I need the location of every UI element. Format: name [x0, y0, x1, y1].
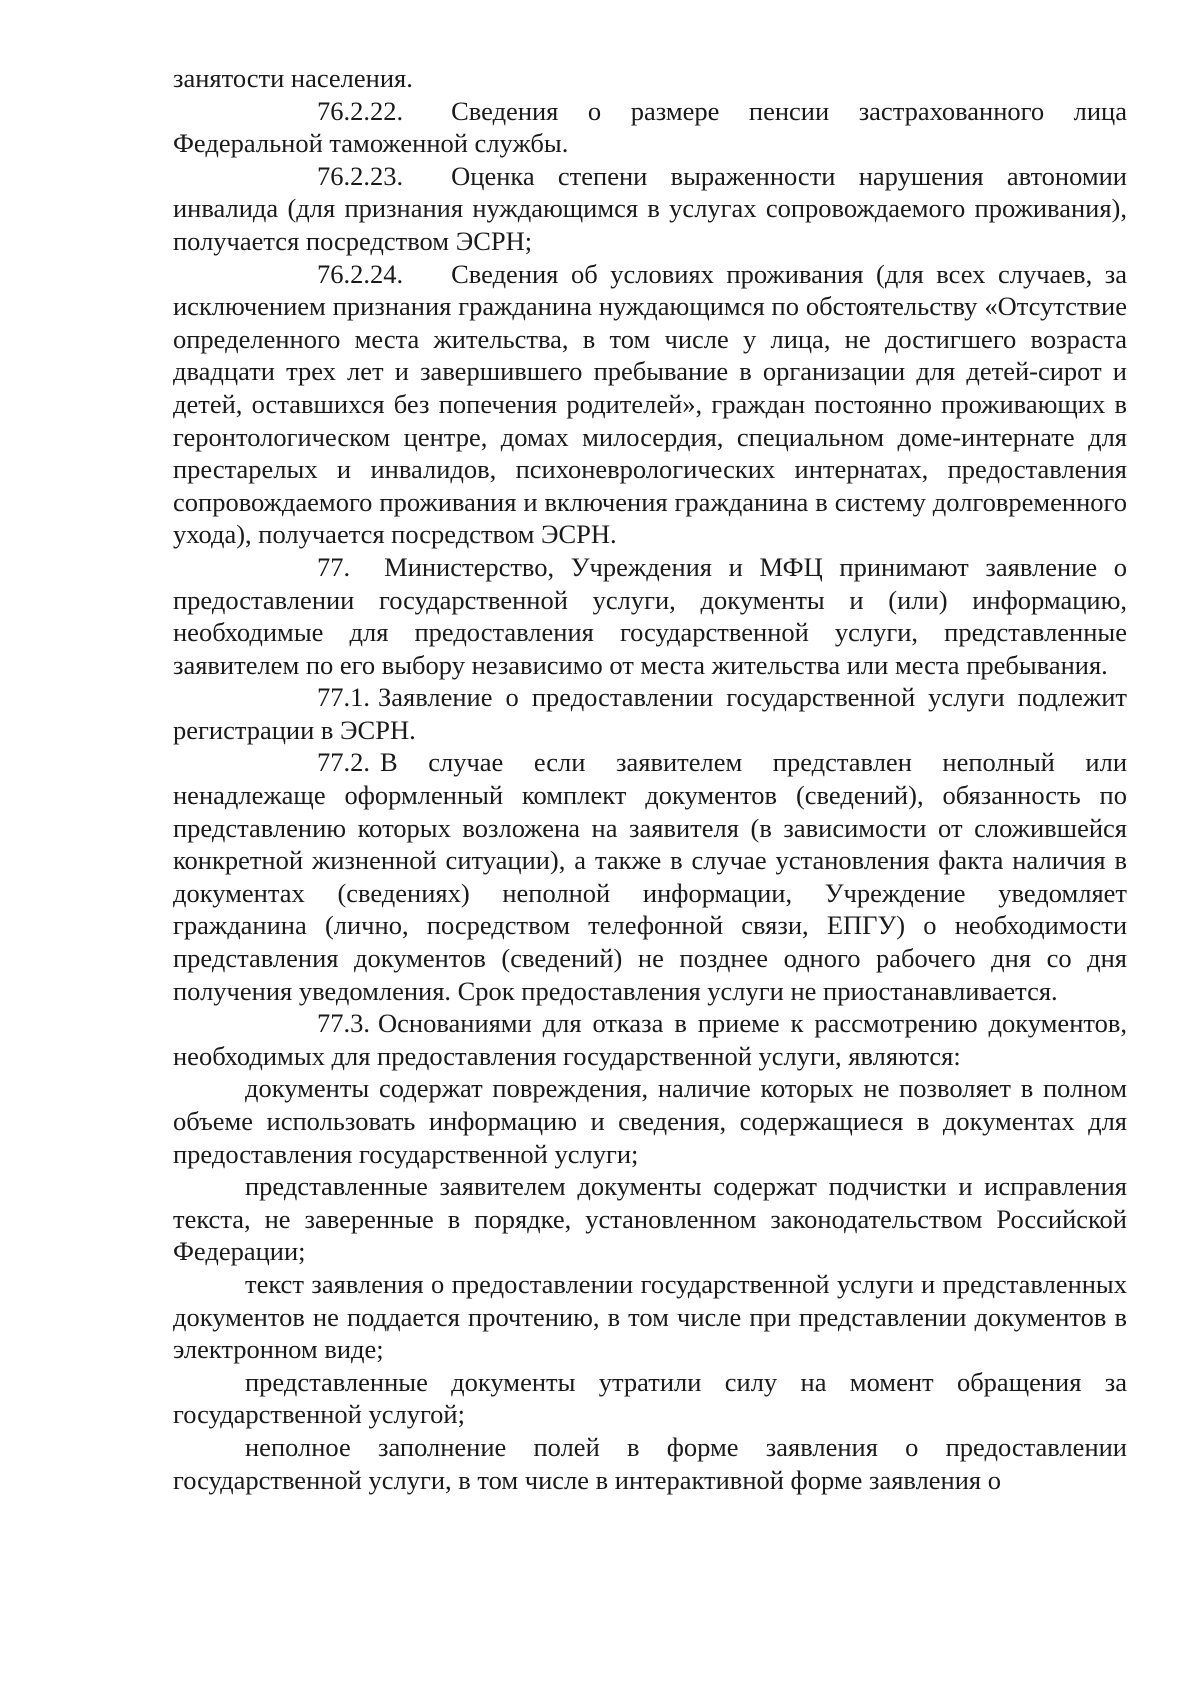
- paragraph-number: 77.2.: [317, 747, 370, 778]
- paragraph-number: 76.2.23.: [317, 160, 404, 191]
- paragraph-76-2-22: [173, 95, 1127, 160]
- paragraph-76-2-23: [173, 160, 1127, 258]
- paragraph-text: занятости населения.: [173, 63, 413, 93]
- paragraph-text: Оценка степени выраженности нарушения автономии инвалида (для признания нуждающимся в услугах сопровождаемого проживания), получается посредством ЭСРН;: [173, 160, 1127, 256]
- list-item-unreadable: [173, 1268, 1127, 1366]
- paragraph-text: текст заявления о предоставлении государственной услуги и представленных документов не поддается прочтению, в том числе при представлении документов в электронном виде;: [173, 1268, 1127, 1365]
- paragraph-number: 76.2.22.: [317, 95, 404, 126]
- paragraph-text: Сведения об условиях проживания (для всех случаев, за исключением признания гражданина нуждающимся по обстоятельству «Отсутствие определенного места жительства, в том числе у лица, не достигшего возраста двадцати трех лет и завершившего пребывание в организации для детей-сирот и детей, оставшихся без попечения родителей», граждан постоянно проживающих в геронтологическом центре, домах милосердия, специальном доме-интернате для престарелых и инвалидов, психоневрологических интернатах, предоставления сопровождаемого проживания и включения гражданина в систему долговременного ухода), получается посредством ЭСРН.: [173, 258, 1127, 550]
- paragraph-continuation: [173, 62, 1127, 95]
- paragraph-text: Сведения о размере пенсии застрахованного лица Федеральной таможенной службы.: [173, 95, 1127, 159]
- paragraph-text: В случае если заявителем представлен неполный или ненадлежаще оформленный комплект документов (сведений), обязанность по представлению которых возложена на заявителя (в зависимости от сложившейся конкретной жизненной ситуации), а также в случае установления факта наличия в документах (сведениях) неполной информации, Учреждение уведомляет гражданина (лично, посредством телефонной связи, ЕПГУ) о необходимости представления документов (сведений) не позднее одного рабочего дня со дня получения уведомления. Срок предоставления услуги не приостанавливается.: [173, 747, 1127, 1006]
- paragraph-text: представленные заявителем документы содержат подчистки и исправления текста, не заверенные в порядке, установленном законодательством Российской Федерации;: [173, 1171, 1127, 1267]
- paragraph-number: 77.: [317, 551, 351, 582]
- paragraph-number: 76.2.24.: [317, 258, 404, 289]
- paragraph-77-1: [173, 681, 1127, 746]
- list-item-damage: [173, 1072, 1127, 1170]
- list-item-expired: [173, 1366, 1127, 1431]
- paragraph-text: Заявление о предоставлении государственной услуги подлежит регистрации в ЭСРН.: [173, 682, 1127, 745]
- paragraph-77: [173, 551, 1127, 681]
- list-item-incomplete-form: [173, 1431, 1127, 1496]
- paragraph-77-3: [173, 1007, 1127, 1072]
- document-body: [173, 62, 1127, 1496]
- paragraph-text: представленные документы утратили силу на момент обращения за государственной услугой;: [173, 1366, 1127, 1430]
- paragraph-text: Министерство, Учреждения и МФЦ принимают заявление о предоставлении государственной услуги, документы и (или) информацию, необходимые для предоставления государственной услуги, представленные заявителем по его выбору независимо от места жительства или места пребывания.: [173, 551, 1127, 680]
- paragraph-number: 77.1.: [317, 682, 370, 713]
- paragraph-76-2-24: [173, 258, 1127, 551]
- list-item-corrections: [173, 1170, 1127, 1268]
- paragraph-number: 77.3.: [317, 1008, 370, 1039]
- paragraph-text: неполное заполнение полей в форме заявления о предоставлении государственной услуги, в том числе в интерактивной форме заявления о: [173, 1431, 1127, 1495]
- paragraph-text: Основаниями для отказа в приеме к рассмотрению документов, необходимых для предоставления государственной услуги, являются:: [173, 1008, 1127, 1071]
- paragraph-77-2: [173, 746, 1127, 1007]
- paragraph-text: документы содержат повреждения, наличие которых не позволяет в полном объеме использовать информацию и сведения, содержащиеся в документах для предоставления государственной услуги;: [173, 1073, 1127, 1169]
